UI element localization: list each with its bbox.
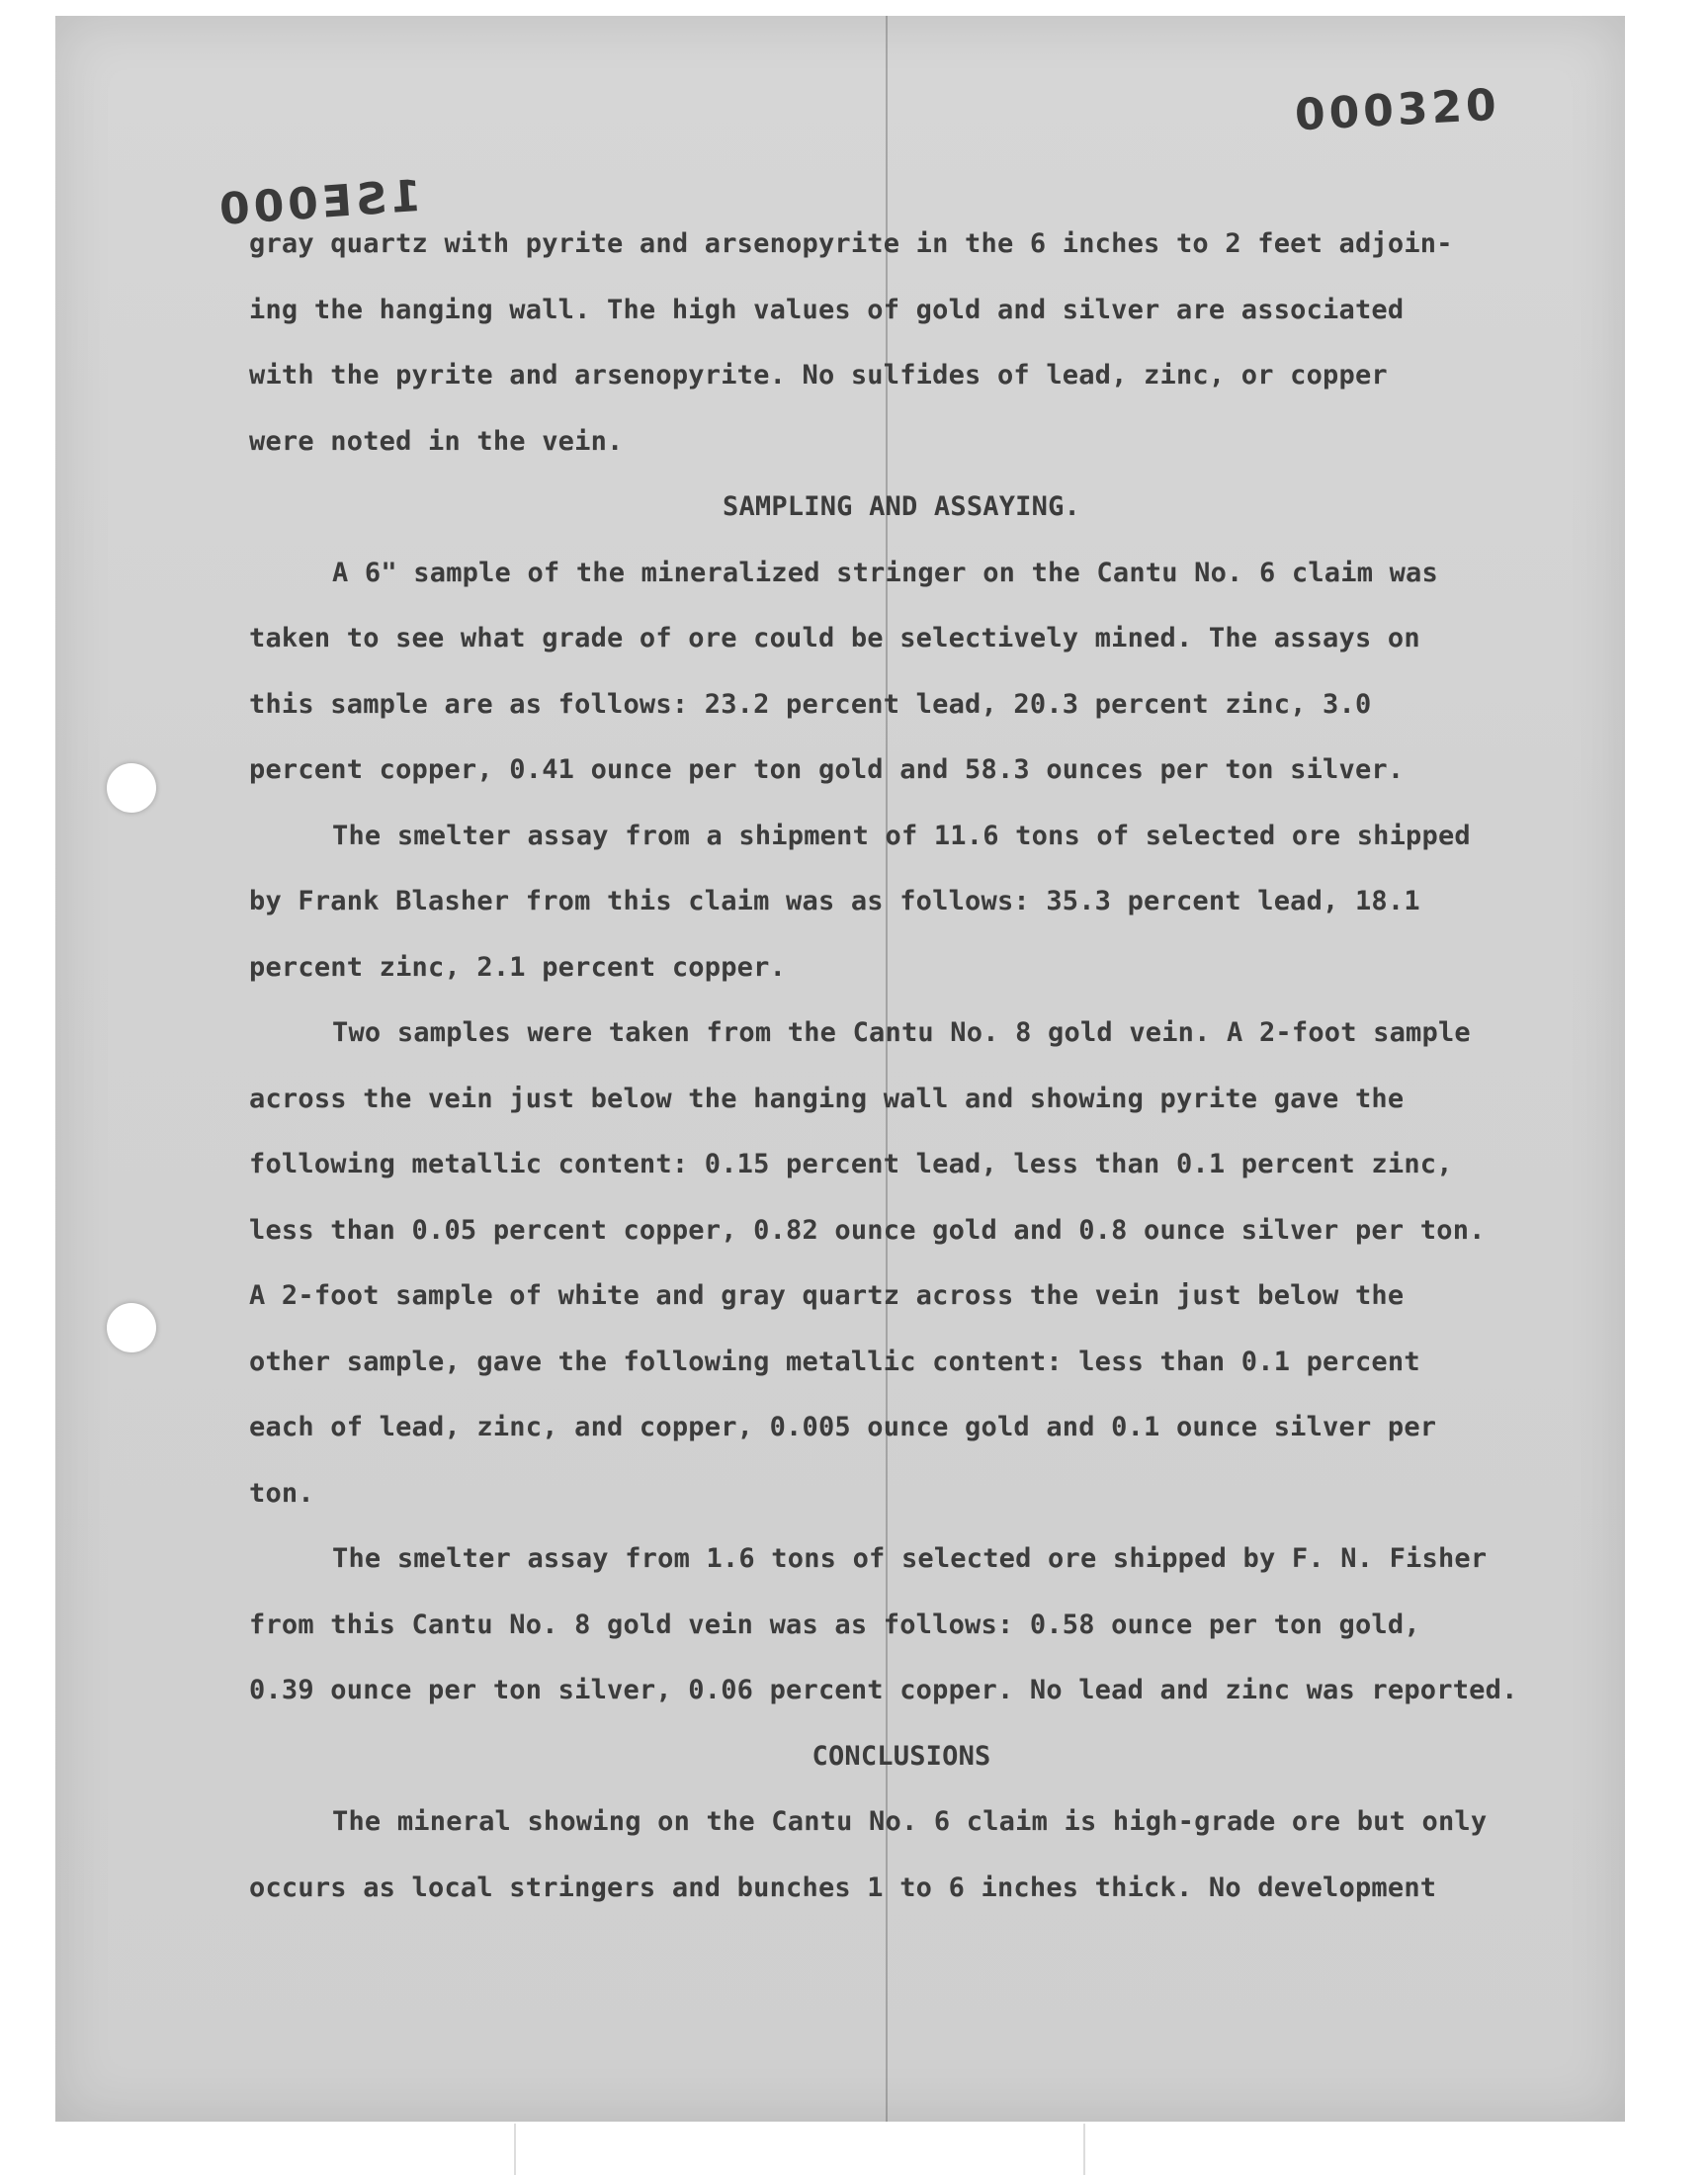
text-line: A 6" sample of the mineralized stringer on the Cantu No. 6 claim was — [332, 557, 1438, 588]
text-line: each of lead, zinc, and copper, 0.005 ounce gold and 0.1 ounce silver per — [249, 1412, 1437, 1442]
text-line: this sample are as follows: 23.2 percent lead, 20.3 percent zinc, 3.0 — [249, 688, 1372, 720]
text-line: other sample, gave the following metallic content: less than 0.1 percent — [249, 1346, 1420, 1377]
paragraph — [249, 541, 1554, 804]
scan-edge-mark — [1083, 2124, 1085, 2175]
paragraph — [249, 1000, 1554, 1526]
text-line: taken to see what grade of ore could be selectively mined. The assays on — [249, 623, 1420, 653]
text-line: were noted in the vein. — [249, 425, 624, 457]
punch-hole — [107, 763, 156, 813]
text-line: gray quartz with pyrite and arsenopyrite in the 6 inches to 2 feet adjoin- — [249, 228, 1453, 259]
text-line: following metallic content: 0.15 percent lead, less than 0.1 percent zinc, — [249, 1149, 1453, 1179]
text-line: The smelter assay from 1.6 tons of selected ore shipped by F. N. Fisher — [332, 1543, 1488, 1574]
text-line: The smelter assay from a shipment of 11.6 tons of selected ore shipped — [332, 820, 1471, 851]
text-line: percent copper, 0.41 ounce per ton gold and 58.3 ounces per ton silver. — [249, 754, 1405, 785]
text-line: ing the hanging wall. The high values of gold and silver are associated — [249, 294, 1405, 325]
text-line: Two samples were taken from the Cantu No. 8 gold vein. A 2-foot sample — [332, 1017, 1471, 1048]
text-line: percent zinc, 2.1 percent copper. — [249, 951, 787, 983]
text-line: by Frank Blasher from this claim was as follows: 35.3 percent lead, 18.1 — [249, 886, 1420, 916]
text-line: with the pyrite and arsenopyrite. No sulfides of lead, zinc, or copper — [249, 360, 1388, 391]
document-number-stamp-mirrored: 1SE000 — [214, 170, 423, 236]
text-line: occurs as local stringers and bunches 1 to 6 inches thick. No development — [249, 1871, 1437, 1903]
text-line: less than 0.05 percent copper, 0.82 ounce gold and 0.8 ounce silver per ton. — [249, 1214, 1486, 1246]
document-body — [249, 212, 1554, 1921]
paragraph — [249, 1789, 1554, 1921]
punch-hole — [107, 1303, 156, 1352]
text-line: ton. — [249, 1477, 314, 1509]
text-line: from this Cantu No. 8 gold vein was as follows: 0.58 ounce per ton gold, — [249, 1609, 1420, 1640]
document-number-stamp: 000320 — [1293, 79, 1501, 141]
text-line: The mineral showing on the Cantu No. 6 claim is high-grade ore but only — [332, 1806, 1488, 1837]
paragraph — [249, 1526, 1554, 1724]
text-line: 0.39 ounce per ton silver, 0.06 percent copper. No lead and zinc was reported. — [249, 1675, 1518, 1705]
text-line: A 2-foot sample of white and gray quartz across the vein just below the — [249, 1280, 1405, 1311]
heading-conclusions: CONCLUSIONS — [811, 1740, 991, 1772]
paragraph-vein-description — [249, 212, 1554, 475]
sampling-section — [249, 541, 1554, 1724]
heading-sampling-and-assaying: SAMPLING AND ASSAYING. — [722, 491, 1081, 522]
conclusions-section — [249, 1789, 1554, 1921]
paragraph — [249, 804, 1554, 1001]
text-line: across the vein just below the hanging wall and showing pyrite gave the — [249, 1083, 1405, 1114]
scan-edge-mark — [514, 2124, 516, 2175]
